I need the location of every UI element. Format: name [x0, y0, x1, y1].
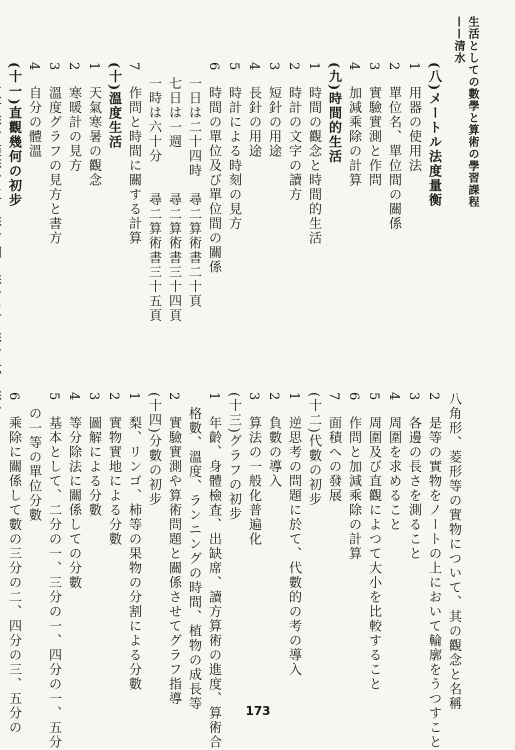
text-line: 5 時計による時刻の見方 [226, 62, 241, 232]
text-line: (十一)直觀幾何の初步 [6, 62, 21, 208]
text-line: 1 用器の使用法 [406, 62, 421, 174]
page-number: 173 [245, 704, 271, 718]
text-line: 七日は一週 尋二算術書三十四頁 [166, 62, 181, 323]
text-line: 2 負數の導入 [266, 392, 281, 489]
text-line: 格數、溫度、ランニングの時間、植物の成長等 [186, 392, 201, 711]
text-line: 6 乘除に關係して數の三分の二、四分の三、五分の [6, 392, 21, 736]
text-line: 1 梨、リンゴ、柿等の果物の分割による分數 [126, 392, 141, 692]
text-line: (八)メートル法度量衡 [426, 62, 441, 208]
text-line: 2 寒暖計の見方 [66, 62, 81, 174]
text-line: 4 加減乘除の計算 [346, 62, 361, 188]
text-line: (十四)分數の初步 [146, 392, 161, 507]
text-line: (十二)代數の初步 [306, 392, 321, 507]
text-line: 3 短針の用途 [266, 62, 281, 159]
text-line: 3 實驗實測と作問 [366, 62, 381, 188]
text-line: 2 是等の實物をノートの上において輪廓をうつすこと [426, 392, 441, 750]
text-line: 一時は六十分 尋二算術書三十五頁 [146, 62, 161, 323]
text-line: の一等の單位分數 [26, 392, 41, 523]
text-line: 八角形、菱形等の實物について、其の觀念と名稱 [446, 392, 461, 711]
text-line: 4 周圍を求めること [386, 392, 401, 533]
text-line: 3 圖解による分數 [86, 392, 101, 518]
text-line: 3 算法の一般化普遍化 [246, 392, 261, 547]
top-column [0, 62, 443, 392]
text-line: 2 時計の文字の讀方 [286, 62, 301, 203]
text-line: 2 單位名、單位間の關係 [386, 62, 401, 232]
running-head: 生活としての數學と算術の學習課程——清水 [453, 16, 480, 208]
text-line: 一日は二十四時 尋二算術書二十頁 [186, 62, 201, 309]
text-line: 6 作問と加減乘除の計算 [346, 392, 361, 562]
text-line: (十)溫度生活 [106, 62, 121, 150]
text-line: 1 年齡、身體檢査、出缺席、讀方算術の進度、算術合 [206, 392, 221, 750]
text-line: 1 逆思考の問題に於て、代數的の考の導入 [286, 392, 301, 678]
text-line [0, 62, 3, 392]
text-line: 4 長針の用途 [246, 62, 261, 159]
text-line: 5 周圍及び直觀によつて大小を比較すること [366, 392, 381, 692]
text-line: 4 等分除法に關係しての分數 [66, 392, 81, 591]
text-line: 1 天氣寒暑の觀念 [86, 62, 101, 188]
text-line: (九)時間的生活 [326, 62, 341, 165]
text-line: 7 作問と時間に關する計算 [126, 62, 141, 246]
text-line: 7 面積への發展 [326, 392, 341, 504]
text-line: 4 自分の體溫 [26, 62, 41, 159]
text-line: 1 時間の觀念と時間的生活 [306, 62, 321, 246]
text-line: 2 實物實地による分數 [106, 392, 121, 547]
text-line: 2 實驗實測や算術問題と關係させてグラフ指導 [166, 392, 181, 707]
text-line: 3 溫度グラフの見方と書方 [46, 62, 61, 246]
text-line: (十三)グラフの初步 [226, 392, 241, 522]
text-line: 6 時間の單位及び單位間の關係 [206, 62, 221, 275]
text-line: 3 各邊の長さを測ること [406, 392, 421, 562]
text-line: 5 基本として、二分の一、三分の一、四分の一、五分 [46, 392, 61, 750]
